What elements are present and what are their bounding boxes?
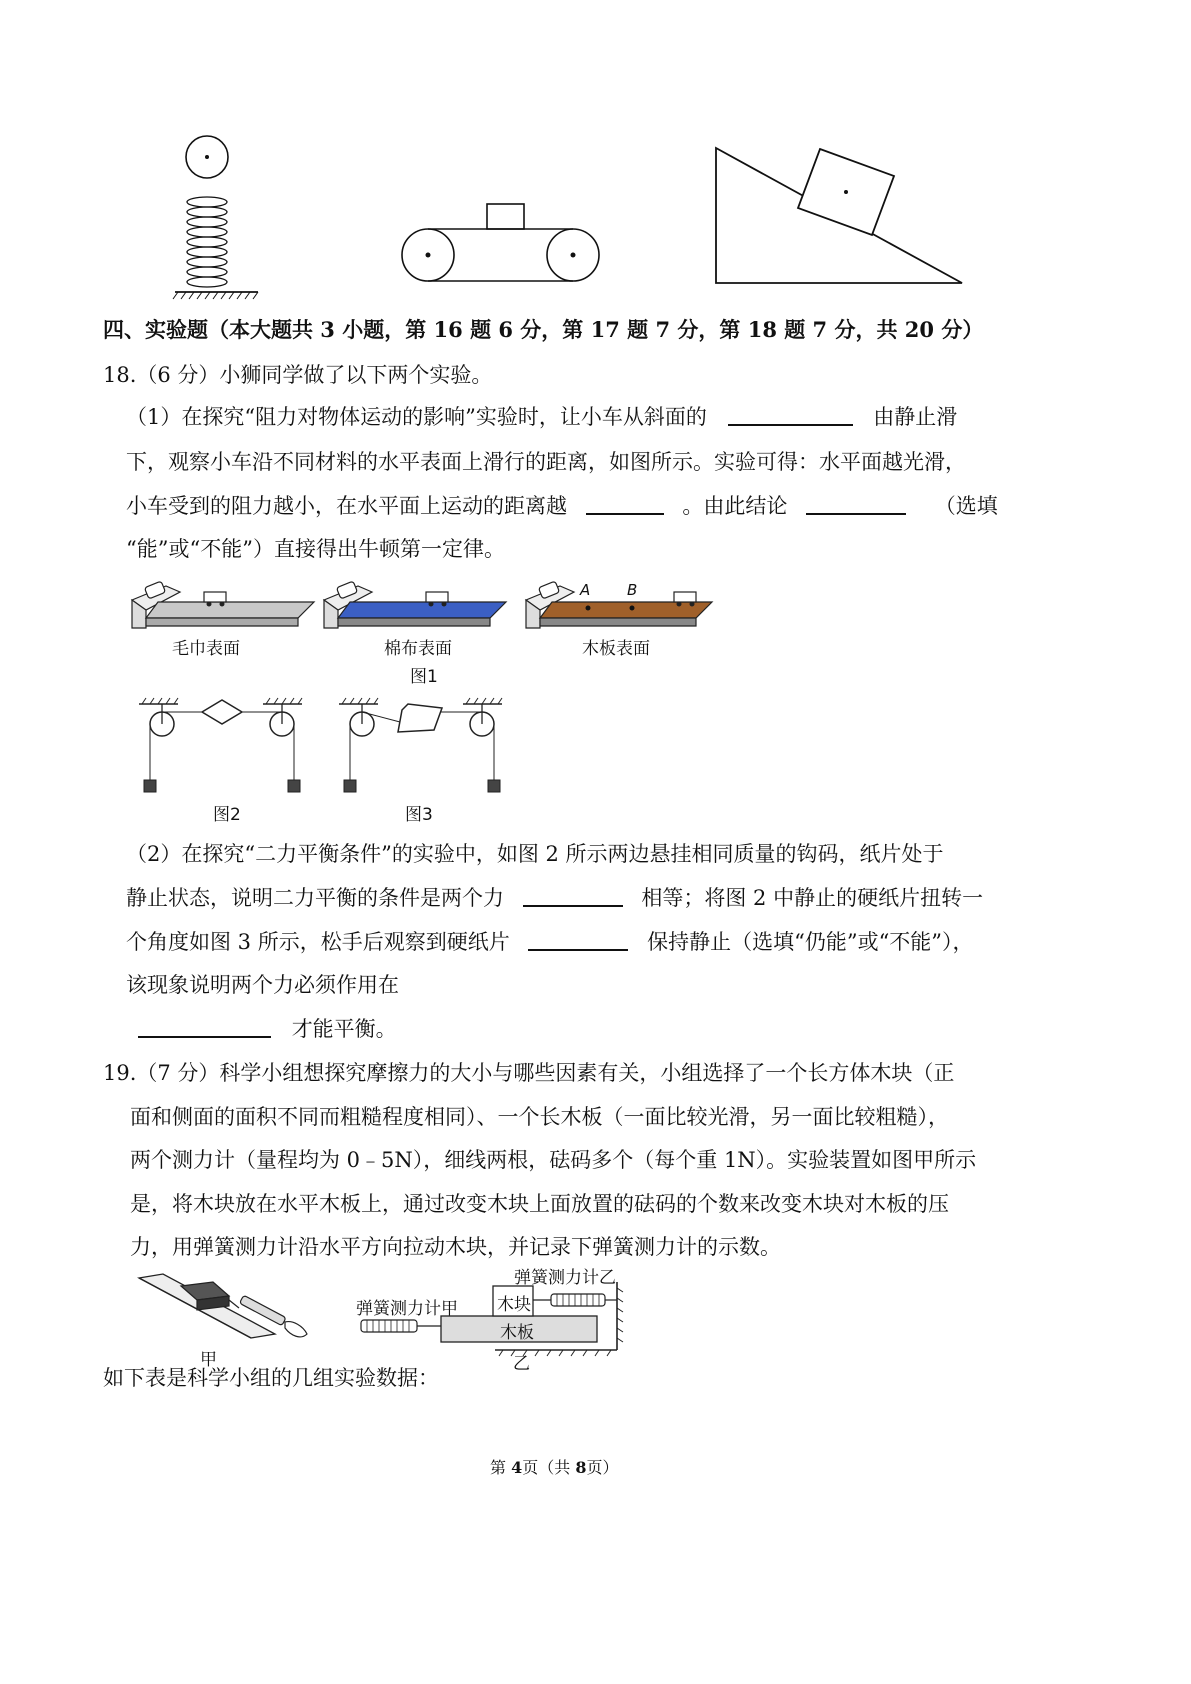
fig3-pulley-setup	[336, 698, 511, 798]
answer-blank-4[interactable]	[523, 885, 623, 907]
page-footer	[490, 1455, 618, 1478]
q19-line1: 19.（7 分）科学小组想探究摩擦力的大小与哪些因素有关，小组选择了一个长方体木块（正	[103, 1061, 955, 1085]
fig-yi-label-board: 木板	[500, 1323, 534, 1343]
q18-p2-line1: （2）在探究“二力平衡条件”的实验中，如图 2 所示两边悬挂相同质量的钩码，纸片处于	[126, 842, 944, 866]
q18-p1-line2: 下，观察小车沿不同材料的水平表面上滑行的距离，如图所示。实验可得：水平面越光滑，	[126, 450, 966, 474]
section-heading: 四、实验题（本大题共 3 小题，第 16 题 6 分，第 17 题 7 分，第 18 题 7 分，共 20 分）	[103, 317, 984, 342]
q18-p2-line4: 该现象说明两个力必须作用在	[126, 973, 399, 997]
q18-p1-line1-text: （1）在探究“阻力对物体运动的影响”实验时，让小车从斜面的	[126, 405, 707, 429]
fig1-label-wood: 木板表面	[582, 639, 650, 659]
footer-total-pages: 8	[575, 1458, 587, 1477]
q18-p2-line3	[126, 928, 974, 956]
fig1-cotton-surface	[320, 578, 510, 633]
incline-block-figure	[712, 145, 967, 290]
answer-blank-3[interactable]	[806, 493, 906, 515]
q18-p2-line5-tail: 才能平衡。	[291, 1017, 397, 1041]
q18-p2-line3-tail: 保持静止（选填“仍能”或“不能”），	[647, 930, 974, 954]
fig1-towel-surface	[128, 578, 318, 633]
q18-p2-line2-tail: 相等；将图 2 中静止的硬纸片扭转一	[641, 886, 984, 910]
q19-line3: 两个测力计（量程均为 0﹣5N），细线两根，砝码多个（每个重 1N）。实验装置如图甲所示	[130, 1148, 977, 1172]
fig-jia-setup	[135, 1270, 320, 1350]
fig1-label-towel: 毛巾表面	[172, 639, 240, 659]
q18-p1-line1	[126, 403, 957, 431]
fig3-caption: 图3	[405, 805, 433, 825]
q18-p2-line2	[126, 884, 983, 912]
q18-p2-line3-text: 个角度如图 3 所示，松手后观察到硬纸片	[126, 930, 510, 954]
fig1-caption: 图1	[410, 667, 438, 687]
fig1-point-a: A	[580, 581, 591, 599]
fig1-point-b: B	[627, 581, 638, 599]
q18-p1-line4: “能”或“不能”）直接得出牛顿第一定律。	[126, 537, 505, 561]
fig1-label-cotton: 棉布表面	[384, 639, 452, 659]
fig-yi-label-meter-jia: 弹簧测力计甲	[356, 1299, 458, 1319]
q18-p2-line2-text: 静止状态，说明二力平衡的条件是两个力	[126, 886, 504, 910]
q19-line2: 面和侧面的面积不同而粗糙程度相同）、一个长木板（一面比较光滑，另一面比较粗糙），	[130, 1105, 949, 1129]
answer-blank-2[interactable]	[586, 493, 664, 515]
q19-line4: 是，将木块放在水平木板上，通过改变木块上面放置的砝码的个数来改变木块对木板的压	[130, 1192, 949, 1216]
answer-blank-5[interactable]	[528, 929, 628, 951]
q19-table-intro: 如下表是科学小组的几组实验数据：	[103, 1366, 439, 1390]
spring-ball-figure	[170, 132, 270, 302]
q18-p1-line3-tail: （选填	[934, 494, 998, 518]
q18-p1-line3-mid: 。由此结论	[682, 494, 788, 518]
conveyor-belt-figure	[398, 200, 603, 285]
q18-p1-line1-tail: 由静止滑	[873, 405, 958, 429]
footer-middle: 页（共	[522, 1458, 576, 1477]
footer-suffix: 页）	[586, 1458, 619, 1477]
footer-page-number: 4	[511, 1458, 523, 1477]
q18-p1-line3-text: 小车受到的阻力越小，在水平面上运动的距离越	[126, 494, 567, 518]
q18-p1-line3	[126, 492, 998, 520]
q19-line5: 力，用弹簧测力计沿水平方向拉动木块，并记录下弹簧测力计的示数。	[130, 1235, 781, 1259]
fig-yi-label-meter-yi: 弹簧测力计乙	[514, 1268, 616, 1288]
footer-prefix: 第	[490, 1458, 512, 1477]
fig1-wood-surface	[522, 578, 717, 633]
answer-blank-1[interactable]	[728, 404, 853, 426]
fig2-pulley-setup	[136, 698, 311, 798]
q18-p2-line5	[138, 1015, 397, 1043]
answer-blank-6[interactable]	[138, 1016, 271, 1038]
q18-intro: 18.（6 分）小狮同学做了以下两个实验。	[103, 363, 493, 387]
fig2-caption: 图2	[213, 805, 241, 825]
fig-yi-setup	[355, 1278, 630, 1368]
fig-yi-label-block: 木块	[497, 1295, 531, 1315]
fig-yi-caption: 乙	[513, 1354, 530, 1374]
fig-jia-caption: 甲	[200, 1350, 217, 1370]
